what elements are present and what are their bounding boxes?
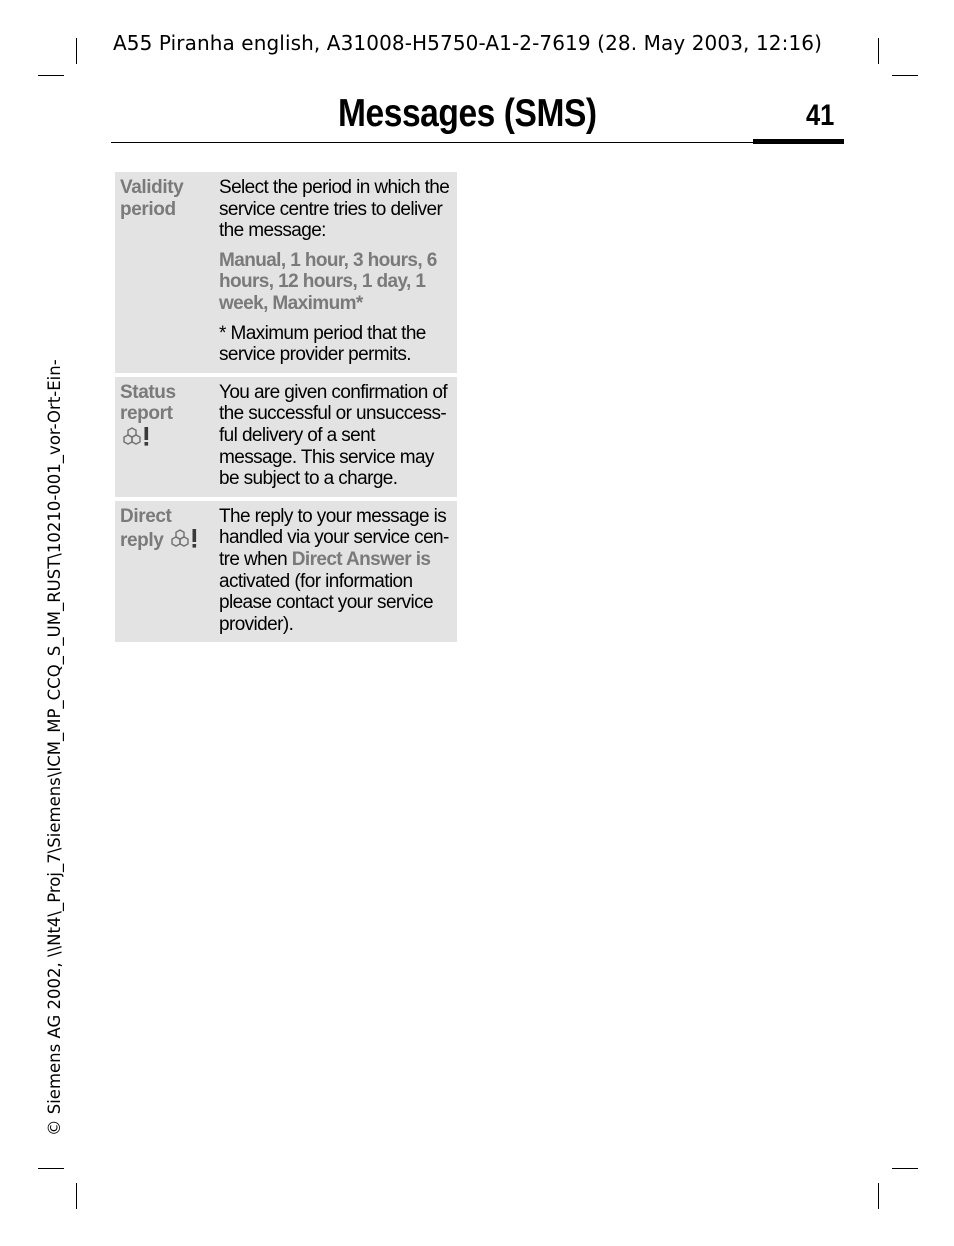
description-text: Select the period in which the service centre tries to deliver the message: <box>219 177 450 242</box>
direct-answer-term: Direct Answer is <box>291 548 431 570</box>
title-rule <box>111 142 844 143</box>
term-validity-period <box>115 172 215 373</box>
term-label: Direct reply <box>120 505 172 552</box>
term-label: Status report <box>120 381 176 425</box>
crop-mark <box>76 1183 77 1209</box>
footnote: * Maximum period that the service provider permits. <box>219 322 426 366</box>
crop-mark <box>892 75 918 76</box>
term-label: Validity period <box>120 177 184 220</box>
description <box>215 377 457 497</box>
table-row <box>115 377 457 497</box>
table-row <box>115 172 457 373</box>
description-text-part: The reply to your message is handled via your service cen-tre when <box>219 505 449 570</box>
network-service-icon <box>168 527 200 555</box>
crop-mark <box>878 1183 879 1209</box>
table-row <box>115 501 457 643</box>
crop-mark <box>38 1168 64 1169</box>
validity-options: Manual, 1 hour, 3 hours, 6 hours, 12 hours, 1 day, 1 week, Maximum* <box>219 249 437 314</box>
description-text: You are given confirmation of the successful or unsuccess-ful delivery of a sent message. This service may be subject to a charge. <box>219 381 447 490</box>
side-imprint: © Siemens AG 2002, \\Nt4\_Proj_7\Siemens\ICM_MP_CCQ_S_UM_RUST\10210-001_vor-Ort-Ein- <box>45 359 64 1136</box>
running-head: A55 Piranha english, A31008-H5750-A1-2-7619 (28. May 2003, 12:16) <box>113 31 822 55</box>
crop-mark <box>38 75 64 76</box>
network-service-icon <box>120 425 152 453</box>
settings-table <box>115 172 457 642</box>
term-direct-reply <box>115 501 215 643</box>
crop-mark <box>892 1168 918 1169</box>
crop-mark <box>76 38 77 64</box>
page-title: Messages (SMS) <box>338 92 597 135</box>
page-number: 41 <box>806 99 835 132</box>
page-number-bar <box>753 139 844 144</box>
description <box>215 501 457 643</box>
description-text-part: activated (for information please contact your service provider). <box>219 570 434 635</box>
description-text <box>219 506 451 636</box>
term-status-report <box>115 377 215 497</box>
description <box>215 172 457 373</box>
crop-mark <box>878 38 879 64</box>
